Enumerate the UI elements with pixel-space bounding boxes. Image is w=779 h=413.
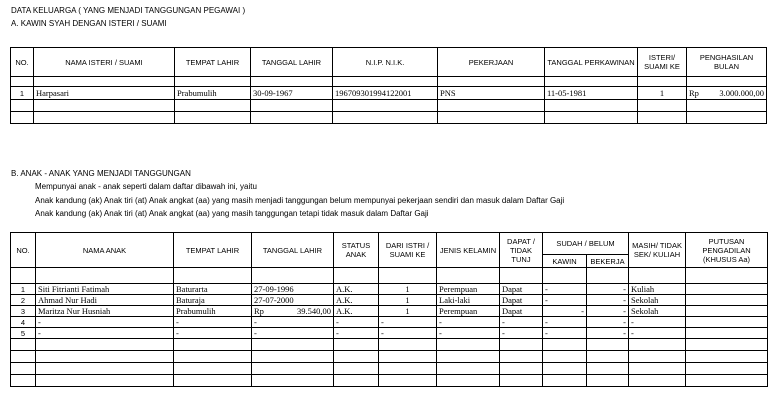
cell-kawin: - xyxy=(543,284,587,295)
tanggal-value: - xyxy=(254,327,257,338)
empty-row xyxy=(11,375,768,387)
section-b-line-3: Anak kandung (ak) Anak tiri (at) Anak angkat (aa) yang masih tanggungan tetapi tidak masuk dalam Daftar Gaji xyxy=(35,209,429,218)
cell-dapat: - xyxy=(500,328,543,339)
header-sudah-belum: SUDAH / BELUM xyxy=(543,233,629,255)
cell-pekerjaan: PNS xyxy=(438,87,545,100)
section-a-title: A. KAWIN SYAH DENGAN ISTERI / SUAMI xyxy=(11,19,167,28)
header-tanggal-lahir: TANGGAL LAHIR xyxy=(251,48,333,77)
header-jenis-kelamin: JENIS KELAMIN xyxy=(437,233,500,268)
currency-label: Rp xyxy=(689,87,699,98)
cell-tempat-lahir: Baturaja xyxy=(174,295,252,306)
spacer-row xyxy=(11,77,767,87)
cell-tanggal-lahir xyxy=(252,317,334,328)
cell-putusan xyxy=(686,295,768,306)
cell-tempat-lahir: Prabumulih xyxy=(174,306,252,317)
cell-masih: - xyxy=(629,328,686,339)
tanggal-value: 27-09-1996 xyxy=(254,283,294,294)
cell-tanggal-lahir xyxy=(252,306,334,317)
empty-row xyxy=(11,100,767,112)
header-tempat-lahir: TEMPAT LAHIR xyxy=(174,233,252,268)
header-tempat-lahir: TEMPAT LAHIR xyxy=(175,48,251,77)
header-masih-sekolah: MASIH/ TIDAK SEK/ KULIAH xyxy=(629,233,686,268)
spouse-header-row xyxy=(11,48,767,77)
cell-tempat-lahir: Prabumulih xyxy=(175,87,251,100)
cell-penghasilan xyxy=(687,87,767,100)
cell-jenis-kelamin: Perempuan xyxy=(437,306,500,317)
cell-no: 4 xyxy=(11,317,36,328)
cell-dari: 1 xyxy=(379,284,437,295)
table-row xyxy=(11,87,767,100)
cell-dapat: - xyxy=(500,317,543,328)
spouse-table xyxy=(10,47,767,124)
cell-kawin: - xyxy=(543,295,587,306)
cell-masih: Sekolah xyxy=(629,295,686,306)
header-nip-nik: N.I.P. N.I.K. xyxy=(333,48,438,77)
cell-nama: - xyxy=(36,328,174,339)
cell-dari: 1 xyxy=(379,295,437,306)
amount-value: 3.000.000,00 xyxy=(719,87,764,98)
header-status-anak: STATUS ANAK xyxy=(334,233,379,268)
tanggal-extra: 39.540,00 xyxy=(297,305,331,316)
cell-putusan xyxy=(686,328,768,339)
children-header-row xyxy=(11,233,768,255)
cell-bekerja: - xyxy=(587,284,629,295)
cell-masih: Kuliah xyxy=(629,284,686,295)
cell-nama: Harpasari xyxy=(34,87,175,100)
header-putusan-pengadilan: PUTUSAN PENGADILAN (KHUSUS Aa) xyxy=(686,233,768,268)
empty-row xyxy=(11,339,768,351)
document-title: DATA KELUARGA ( YANG MENJADI TANGGUNGAN PEGAWAI ) xyxy=(11,6,246,15)
table-row xyxy=(11,317,768,328)
cell-bekerja: - xyxy=(587,317,629,328)
cell-kawin: - xyxy=(543,317,587,328)
cell-tanggal-lahir xyxy=(252,328,334,339)
section-b-line-2: Anak kandung (ak) Anak tiri (at) Anak angkat (aa) yang masih menjadi tanggungan belum mempunyai pekerjaan sendiri dan masuk dalam Daftar Gaji xyxy=(35,196,565,205)
section-b-title: B. ANAK - ANAK YANG MENJADI TANGGUNGAN xyxy=(11,169,191,178)
cell-nip: 196709301994122001 xyxy=(333,87,438,100)
cell-putusan xyxy=(686,284,768,295)
tanggal-value: - xyxy=(254,316,257,327)
cell-kawin: - xyxy=(543,328,587,339)
table-row xyxy=(11,328,768,339)
cell-status: - xyxy=(334,317,379,328)
cell-status: A.K. xyxy=(334,295,379,306)
section-b-line-1: Mempunyai anak - anak seperti dalam daftar dibawah ini, yaitu xyxy=(35,182,257,191)
cell-jenis-kelamin: - xyxy=(437,317,500,328)
children-table xyxy=(10,232,768,387)
cell-tanggal-perkawinan: 11-05-1981 xyxy=(545,87,638,100)
table-row xyxy=(11,284,768,295)
cell-dapat: Dapat xyxy=(500,306,543,317)
empty-row xyxy=(11,363,768,375)
cell-status: A.K. xyxy=(334,306,379,317)
header-tanggal-perkawinan: TANGGAL PERKAWINAN xyxy=(545,48,638,77)
cell-masih: Sekolah xyxy=(629,306,686,317)
tanggal-value: 27-07-2000 xyxy=(254,294,294,305)
cell-jenis-kelamin: - xyxy=(437,328,500,339)
cell-no: 2 xyxy=(11,295,36,306)
tanggal-value: Rp xyxy=(254,305,264,316)
cell-nama: Maritza Nur Husniah xyxy=(36,306,174,317)
header-dari-istri-suami: DARI ISTRI / SUAMI KE xyxy=(379,233,437,268)
cell-isteri-ke: 1 xyxy=(638,87,687,100)
cell-tempat-lahir: - xyxy=(174,317,252,328)
cell-tanggal-lahir: 30-09-1967 xyxy=(251,87,333,100)
cell-masih: - xyxy=(629,317,686,328)
cell-bekerja: - xyxy=(587,306,629,317)
header-tanggal-lahir: TANGGAL LAHIR xyxy=(252,233,334,268)
header-no: NO. xyxy=(11,48,34,77)
cell-no: 3 xyxy=(11,306,36,317)
header-isteri-suami-ke: ISTERI/ SUAMI KE xyxy=(638,48,687,77)
table-row xyxy=(11,295,768,306)
cell-no: 1 xyxy=(11,87,34,100)
header-dapat-tunj: DAPAT / TIDAK TUNJ xyxy=(500,233,543,268)
cell-no: 5 xyxy=(11,328,36,339)
cell-status: A.K. xyxy=(334,284,379,295)
cell-dari: - xyxy=(379,328,437,339)
header-no: NO. xyxy=(11,233,36,268)
cell-dapat: Dapat xyxy=(500,284,543,295)
cell-nama: Ahmad Nur Hadi xyxy=(36,295,174,306)
cell-putusan xyxy=(686,306,768,317)
cell-jenis-kelamin: Perempuan xyxy=(437,284,500,295)
cell-nama: - xyxy=(36,317,174,328)
cell-jenis-kelamin: Laki-laki xyxy=(437,295,500,306)
cell-nama: Siti Fitrianti Fatimah xyxy=(36,284,174,295)
cell-tanggal-lahir xyxy=(252,284,334,295)
cell-dari: 1 xyxy=(379,306,437,317)
header-pekerjaan: PEKERJAAN xyxy=(438,48,545,77)
empty-row xyxy=(11,112,767,124)
header-bekerja: BEKERJA xyxy=(587,255,629,268)
header-penghasilan-bulan: PENGHASILAN BULAN xyxy=(687,48,767,77)
header-nama-anak: NAMA ANAK xyxy=(36,233,174,268)
empty-row xyxy=(11,351,768,363)
cell-putusan xyxy=(686,317,768,328)
cell-no: 1 xyxy=(11,284,36,295)
cell-tempat-lahir: Baturarta xyxy=(174,284,252,295)
cell-tempat-lahir: - xyxy=(174,328,252,339)
cell-kawin: - xyxy=(543,306,587,317)
header-nama-isteri-suami: NAMA ISTERI / SUAMI xyxy=(34,48,175,77)
table-row xyxy=(11,306,768,317)
cell-tanggal-lahir xyxy=(252,295,334,306)
header-kawin: KAWIN xyxy=(543,255,587,268)
spacer-row xyxy=(11,268,768,284)
cell-dapat: Dapat xyxy=(500,295,543,306)
cell-bekerja: - xyxy=(587,295,629,306)
cell-dari: - xyxy=(379,317,437,328)
cell-status: - xyxy=(334,328,379,339)
cell-bekerja: - xyxy=(587,328,629,339)
